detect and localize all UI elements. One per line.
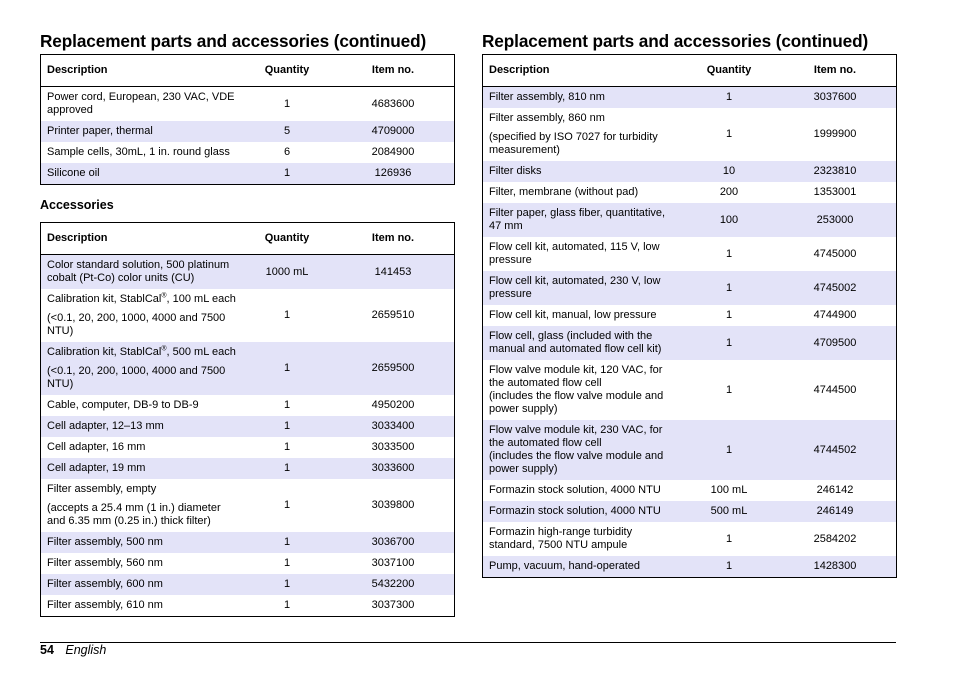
cell-quantity: 1	[725, 247, 733, 260]
table-row	[483, 522, 897, 556]
table-row	[483, 237, 897, 271]
description-line	[489, 330, 661, 355]
cell-item-no: 3039800	[371, 499, 415, 511]
cell-description	[41, 142, 243, 163]
table-row	[41, 289, 455, 342]
description-text: Calibration kit, StablCal	[47, 293, 162, 305]
cell-item-no: 4745000	[813, 247, 857, 260]
description-line	[47, 346, 236, 358]
description-text: Sample cells, 30mL, 1 in. round glass	[47, 146, 230, 158]
description-text: Filter paper, glass fiber, quantitative, 47 mm	[489, 207, 666, 232]
description-text: Filter assembly, 500 nm	[47, 536, 163, 548]
cell-description	[483, 203, 685, 237]
description-line	[47, 167, 100, 179]
cell-description	[483, 108, 685, 161]
description-text: Formazin stock solution, 4000 NTU	[489, 484, 661, 496]
cell-item-no: 3037100	[371, 557, 415, 569]
table-row	[41, 479, 455, 532]
cell-description	[483, 360, 685, 420]
description-text: Silicone oil	[47, 167, 100, 179]
cell-description	[41, 255, 243, 290]
cell-quantity: 1	[684, 420, 774, 480]
cell-description	[41, 479, 243, 532]
table-row	[483, 108, 897, 161]
table-header-row	[41, 223, 455, 255]
cell-item-no: 2323810	[774, 161, 897, 182]
cell-description	[483, 522, 685, 556]
cell-quantity: 1	[242, 532, 332, 553]
cell-description	[483, 480, 685, 501]
description-text: , 100 mL each	[166, 293, 236, 305]
cell-item-no: 1353001	[813, 186, 857, 198]
section-title: Replacement parts and accessories (continued)	[482, 31, 869, 51]
description-text: Filter assembly, 560 nm	[47, 557, 163, 569]
right-column	[482, 29, 897, 578]
table-row	[483, 182, 897, 203]
cell-quantity: 1	[283, 557, 291, 569]
cell-quantity: 1	[242, 458, 332, 479]
description-note: (accepts a 25.4 mm (1 in.) diameter and 6.35 mm (0.25 in.) thick filter)	[47, 502, 221, 527]
cell-item-no: 246142	[816, 484, 854, 496]
cell-description	[41, 437, 243, 458]
description-text: Cell adapter, 16 mm	[47, 441, 146, 453]
table-row	[41, 255, 455, 290]
table-row	[483, 271, 897, 305]
description-line	[489, 91, 605, 103]
description-line	[489, 186, 638, 198]
table-row	[483, 480, 897, 501]
description-text: Cell adapter, 19 mm	[47, 462, 146, 474]
header-item-no: Item no.	[332, 223, 455, 255]
description-line	[489, 275, 660, 300]
cell-item-no: 4744502	[774, 420, 897, 480]
cell-description	[483, 420, 685, 480]
description-line	[489, 505, 661, 517]
cell-quantity: 1	[242, 574, 332, 595]
cell-quantity: 1	[725, 383, 733, 396]
description-text: Filter assembly, empty	[47, 483, 157, 495]
header-quantity: Quantity	[684, 55, 774, 87]
cell-item-no: 4744500	[813, 383, 857, 396]
footer-language: English	[65, 643, 107, 657]
cell-quantity: 5	[242, 121, 332, 142]
description-line	[489, 207, 665, 232]
table-row	[41, 87, 455, 122]
cell-item-no: 3037600	[774, 87, 897, 109]
description-line	[47, 462, 145, 474]
cell-item-no: 2584202	[813, 532, 857, 545]
cell-description	[41, 574, 243, 595]
cell-description	[41, 289, 243, 342]
cell-description	[41, 163, 243, 185]
cell-description	[483, 87, 685, 109]
description-line	[47, 578, 163, 590]
cell-quantity: 6	[283, 146, 291, 158]
description-text: Flow cell kit, automated, 230 V, low pressure	[489, 275, 661, 300]
description-text: Filter disks	[489, 165, 542, 177]
description-line	[47, 399, 199, 411]
description-text: Filter assembly, 600 nm	[47, 578, 163, 590]
description-text: Flow valve module kit, 230 VAC, for the automated flow cell	[489, 424, 663, 449]
header-description: Description	[41, 55, 243, 87]
description-line	[47, 536, 163, 548]
table-row	[483, 161, 897, 182]
page-number: 54	[40, 643, 54, 657]
cell-item-no: 4709000	[332, 121, 455, 142]
description-text: Printer paper, thermal	[47, 125, 153, 137]
cell-item-no: 246149	[774, 501, 897, 522]
cell-quantity: 1	[725, 532, 733, 545]
description-text: Cable, computer, DB-9 to DB-9	[47, 399, 199, 411]
description-text: Flow cell, glass (included with the manual and automated flow cell kit)	[489, 330, 662, 355]
description-text: Flow cell kit, automated, 115 V, low pressure	[489, 241, 660, 266]
description-line	[47, 557, 163, 569]
header-description: Description	[41, 223, 243, 255]
table-row	[483, 360, 897, 420]
description-text: Formazin stock solution, 4000 NTU	[489, 505, 661, 517]
description-line	[47, 146, 230, 158]
table-row	[483, 326, 897, 360]
description-text: Cell adapter, 12–13 mm	[47, 420, 164, 432]
description-note: (includes the flow valve module and power supply)	[489, 450, 664, 475]
description-line	[47, 259, 229, 284]
table-header-row	[41, 55, 455, 87]
cell-quantity: 1	[283, 599, 291, 611]
cell-item-no: 2084900	[371, 146, 415, 158]
description-note: (<0.1, 20, 200, 1000, 4000 and 7500 NTU)	[47, 312, 226, 337]
description-line	[489, 526, 632, 551]
header-item-no: Item no.	[774, 55, 897, 87]
cell-description	[483, 326, 685, 360]
cell-item-no: 3036700	[332, 532, 455, 553]
table-row	[41, 532, 455, 553]
cell-item-no: 141453	[332, 255, 455, 290]
cell-description	[483, 237, 685, 271]
cell-description	[483, 182, 685, 203]
table-row	[41, 416, 455, 437]
description-text: Formazin high-range turbidity standard, 7500 NTU ampule	[489, 526, 633, 551]
cell-quantity: 1	[684, 556, 774, 578]
description-line	[489, 560, 640, 572]
description-text: Filter, membrane (without pad)	[489, 186, 639, 198]
cell-description	[483, 161, 685, 182]
header-description: Description	[483, 55, 685, 87]
description-note: (specified by ISO 7027 for turbidity measurement)	[489, 131, 658, 156]
accessories-table	[40, 222, 455, 617]
cell-item-no: 1428300	[774, 556, 897, 578]
description-text: Calibration kit, StablCal	[47, 346, 162, 358]
cell-quantity: 1	[283, 309, 291, 321]
cell-item-no: 4683600	[371, 97, 415, 110]
description-note: (includes the flow valve module and power supply)	[489, 390, 664, 415]
accessories-heading: Accessories	[40, 198, 114, 212]
description-line	[489, 364, 662, 389]
left-column	[40, 29, 455, 617]
description-note: (<0.1, 20, 200, 1000, 4000 and 7500 NTU)	[47, 365, 226, 390]
cell-quantity: 1	[242, 342, 332, 395]
description-line	[47, 441, 145, 453]
description-line	[47, 599, 163, 611]
description-line	[489, 165, 542, 177]
cell-quantity: 1	[684, 326, 774, 360]
cell-quantity: 10	[684, 161, 774, 182]
table-row	[483, 556, 897, 578]
cell-item-no: 4709500	[774, 326, 897, 360]
cell-description	[41, 595, 243, 617]
table-row	[41, 342, 455, 395]
header-quantity: Quantity	[242, 223, 332, 255]
description-text: Filter assembly, 810 nm	[489, 91, 605, 103]
cell-quantity: 1	[283, 441, 291, 453]
cell-item-no: 253000	[774, 203, 897, 237]
footer-divider	[40, 642, 896, 643]
cell-item-no: 3033500	[371, 441, 415, 453]
description-text: Filter assembly, 860 nm	[489, 112, 605, 124]
cell-quantity: 1	[283, 499, 291, 511]
table-row	[41, 595, 455, 617]
table-row	[41, 121, 455, 142]
cell-item-no: 2659510	[371, 309, 415, 321]
cell-quantity: 1	[283, 97, 291, 110]
table-row	[41, 553, 455, 574]
cell-description	[483, 556, 685, 578]
description-text: Color standard solution, 500 platinum cobalt (Pt-Co) color units (CU)	[47, 259, 230, 284]
cell-quantity: 500 mL	[684, 501, 774, 522]
description-line	[47, 420, 164, 432]
description-line	[489, 484, 661, 496]
description-line	[489, 112, 605, 124]
cell-description	[41, 342, 243, 395]
cell-item-no: 3033600	[332, 458, 455, 479]
description-text: Pump, vacuum, hand-operated	[489, 560, 641, 572]
cell-description	[41, 395, 243, 416]
section-title: Replacement parts and accessories (continued)	[40, 31, 427, 51]
cell-item-no: 4745002	[774, 271, 897, 305]
cell-quantity: 1000 mL	[242, 255, 332, 290]
parts-table-continued	[482, 54, 897, 578]
cell-quantity: 1	[684, 271, 774, 305]
description-text: Power cord, European, 230 VAC, VDE approved	[47, 91, 235, 116]
cell-quantity: 200	[719, 186, 739, 198]
page-footer	[40, 643, 106, 658]
cell-description	[41, 553, 243, 574]
cell-item-no: 5432200	[332, 574, 455, 595]
table-row	[483, 501, 897, 522]
cell-item-no: 4950200	[371, 399, 415, 411]
description-line	[489, 424, 662, 449]
cell-description	[41, 87, 243, 122]
cell-item-no: 3033400	[332, 416, 455, 437]
cell-description	[483, 305, 685, 326]
cell-description	[41, 416, 243, 437]
table-row	[483, 305, 897, 326]
table-row	[41, 395, 455, 416]
description-line	[47, 293, 236, 305]
registered-mark: ®	[161, 345, 167, 353]
table-row	[483, 87, 897, 109]
description-line	[47, 125, 153, 137]
cell-description	[41, 532, 243, 553]
parts-table	[40, 54, 455, 185]
header-quantity: Quantity	[242, 55, 332, 87]
cell-description	[483, 501, 685, 522]
cell-quantity: 1	[725, 309, 733, 321]
table-row	[41, 142, 455, 163]
description-text: Filter assembly, 610 nm	[47, 599, 163, 611]
description-text: Flow valve module kit, 120 VAC, for the automated flow cell	[489, 364, 663, 389]
cell-quantity: 100 mL	[710, 484, 748, 496]
table-row	[41, 574, 455, 595]
cell-quantity: 1	[242, 163, 332, 185]
cell-description	[41, 121, 243, 142]
table-row	[41, 437, 455, 458]
description-line	[47, 483, 156, 495]
cell-quantity: 1	[242, 416, 332, 437]
cell-quantity: 1	[684, 87, 774, 109]
table-row	[41, 458, 455, 479]
table-row	[41, 163, 455, 185]
cell-quantity: 1	[283, 399, 291, 411]
cell-item-no: 4744900	[813, 309, 857, 321]
description-line	[47, 91, 235, 116]
description-line	[489, 309, 657, 321]
cell-quantity: 1	[725, 128, 733, 140]
registered-mark: ®	[161, 292, 167, 300]
cell-description	[41, 458, 243, 479]
header-item-no: Item no.	[332, 55, 455, 87]
description-line	[489, 241, 660, 266]
description-text: Flow cell kit, manual, low pressure	[489, 309, 657, 321]
cell-item-no: 1999900	[813, 128, 857, 140]
cell-item-no: 126936	[332, 163, 455, 185]
cell-quantity: 100	[684, 203, 774, 237]
table-row	[483, 420, 897, 480]
cell-description	[483, 271, 685, 305]
cell-item-no: 3037300	[371, 599, 415, 611]
cell-item-no: 2659500	[332, 342, 455, 395]
table-row	[483, 203, 897, 237]
description-text: , 500 mL each	[166, 346, 236, 358]
table-header-row	[483, 55, 897, 87]
